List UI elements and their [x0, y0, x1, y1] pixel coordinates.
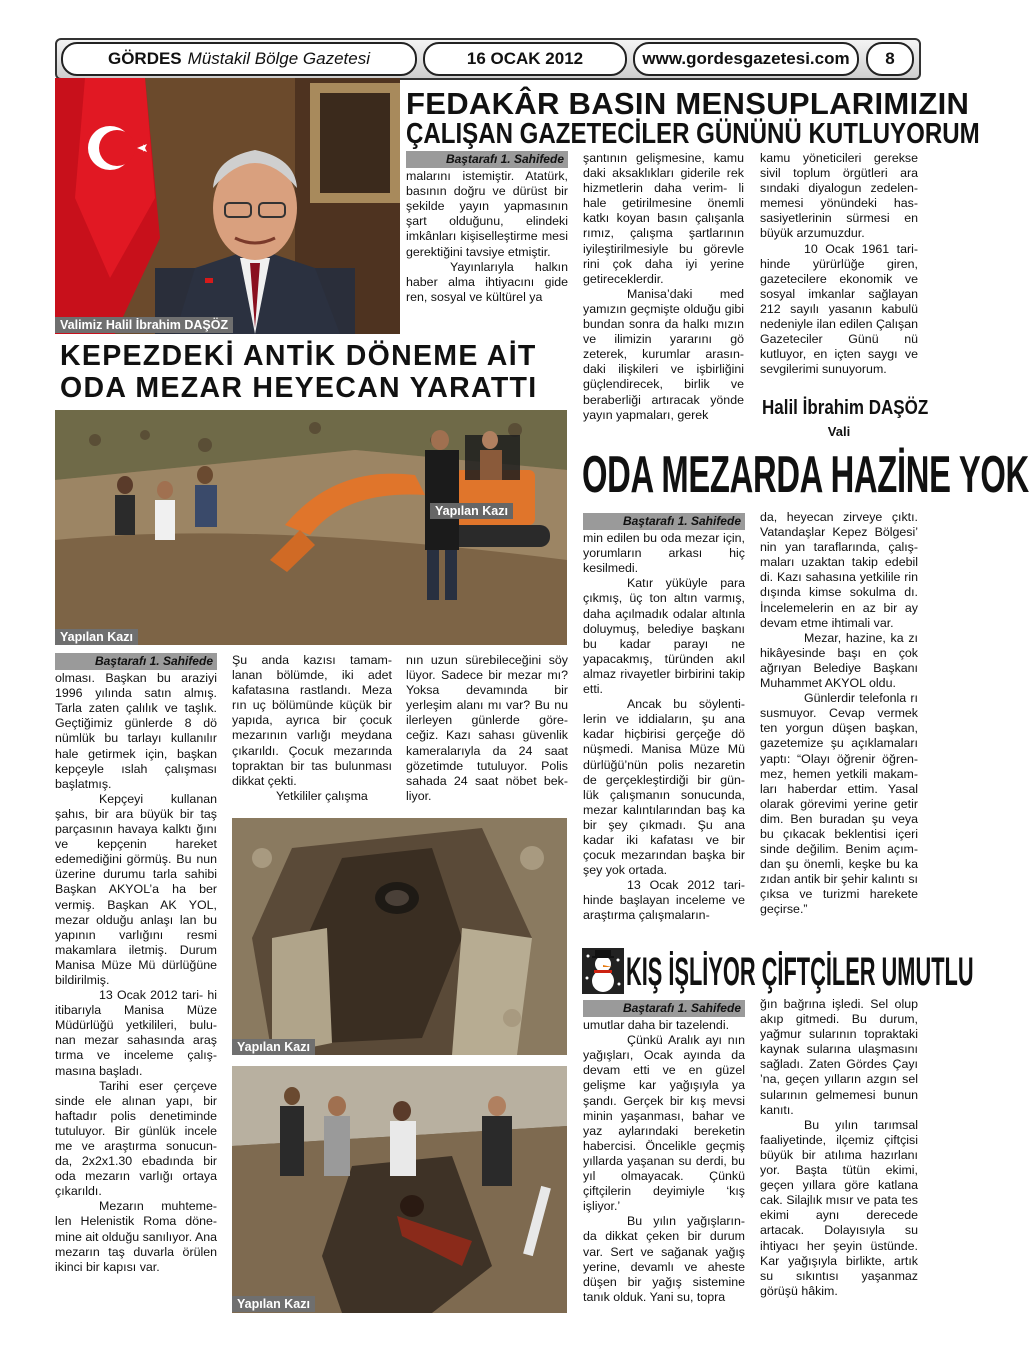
excavation-photo-main	[55, 410, 567, 645]
paper-name: GÖRDES	[107, 49, 182, 68]
paragraph: min edilen bu oda mezar için, yorumların arkası hiç kesilmedi.	[583, 531, 745, 576]
paragraph: Günlerdir telefonla rı susmuyor. Cevap vermek ten yorgun düşen başkan, gazetemize şu açıklamaları yaptı: “Olayı öğrenir öğren- mez, hemen yetkili makam- ları haberdar ettim. Yasal olarak görevimi yerine getir dim. Ben buradan şu veya bu çıkacak beklentisi içeri sinde değilim. Benim açım- dan şu önemli, keşke bu ka zıdan antik bir şehir kalıntı sı çıksa ve turizmi harekete geçirse.”	[760, 691, 918, 917]
tomb-photo-3	[232, 1066, 567, 1313]
paragraph: nın uzun sürebileceğini söy lüyor. Sadece bir mezar mı? Yoksa devamında bir yerleşim alanı mı var? Bu nu ilerleyen günlerde göre- ceğiz. Kazı sahası güvenlik kameralarıyla da 24 saat gözetimde tutuluyor. Polis sahada 24 saat nöbet bek- liyor.	[406, 653, 568, 803]
tomb-photo-3-caption: Yapılan Kazı	[232, 1296, 315, 1312]
paragraph: şantının gelişmesine, kamu daki aksaklıkları giderile rek hizmetlerin daha verim- li hale getirilmesine önemli katkı koyan basın çalışanla rımız, çalışma şartlarının iyileştirilmesiyle bu görevle rini çok daha iyi yerine getireceklerdir.	[583, 151, 744, 286]
paragraph: Yayınlarıyla halkın haber alma ihtiyacını gide ren, sosyal ve kültürel ya	[406, 259, 568, 304]
paragraph: kamu yöneticileri gerekse sivil toplum örgütleri ara sındaki diyalogun zedelen- memesi yönündeki has- sasiyetlerinin sürmesi en büyük arzumuzdur.	[760, 151, 918, 241]
tomb-headline-1: KEPEZDEKİ ANTİK DÖNEME AİT	[60, 340, 537, 372]
treasure-kicker: Baştarafı 1. Sahifede	[583, 513, 745, 530]
paragraph: ğın bağrına işledi. Sel olup akıp gitmedi. Bu durum, yağmur sularının topraktaki kaynak sularına ulaşmasını sağladı. Zaten Gördes Çayı ’na, geçen yılların azgın sel sularının gelmemesi bunun kanıtı.	[760, 997, 918, 1117]
page-number: 8	[866, 42, 914, 76]
paragraph: da, heyecan zirveye çıktı. Vatandaşlar Kepez Bölgesi’ nin yan taraflarında, çalış- maları uzaktan takip edebil di. Kazı sahasına yetkilile rin dışında kimse sokulma dı. İncelemelerin en az bir ay devam etme ihtimali var.	[760, 510, 918, 630]
paragraph: umutlar daha bir tazelendi.	[583, 1018, 730, 1033]
treasure-column-2	[760, 510, 918, 918]
main-photo-caption-b: Yapılan Kazı	[55, 629, 138, 645]
treasure-headline: ODA MEZARDA HAZİNE YOK	[582, 446, 1029, 504]
paragraph: Mezar, hazine, ka zı hikâyesinde başı en çok ağrıyan Belediye Başkanı Muhammet AKYOL oldu.	[760, 630, 918, 691]
main-photo-caption-a: Yapılan Kazı	[430, 503, 513, 519]
tomb-headline-2: ODA MEZAR HEYECAN YARATTI	[60, 372, 538, 404]
paragraph: 13 Ocak 2012 tari- hinde başlayan inceleme ve araştırma çalışmaların-	[583, 878, 745, 923]
tomb-photo-3-image	[232, 1066, 567, 1313]
paragraph: malarını istemiştir. Atatürk, basının doğru ve dürüst bir şekilde yayın yapmasının şart olduğunu, elindeki imkânları kişiselleştirme mesi gerektiğini tavsiye etmiştir.	[406, 169, 568, 259]
website[interactable]: www.gordesgazetesi.com	[633, 42, 859, 76]
snowman-icon	[582, 948, 624, 994]
governor-photo-image	[55, 78, 400, 334]
paragraph: Ancak bu söylenti- lerin ve iddiaların, şu ana kadar hiçbirisi gerçeğe dö nüşmedi. Manisa Müze Mü dürlüğü’nün polis nezaretin de gerçekleştirdiği bir gün- lük çalışmanın sonucunda, mezar kalıntılarından baş ka bir şey çıkmadı. Şu ana kadar iki kafatası ve bir çocuk mezarından başka bir şey yok ortada.	[583, 697, 745, 878]
tomb-column-2	[232, 653, 392, 804]
paragraph: Çünkü Aralık ayı nın yağışları, Ocak ayında da devam etti ve en güzel gelişme kar yağışıyla ya şandı. Gerçek bir kış mevsi minin yaşanması, bahar ve yaz aylarındaki bereketin habercisi. Öncelikle geçmiş yıllarda yaşanan su derdi, bu yıl olmayacak. Çünkü çiftçilerin deyimiyle ‘kış işliyor.’	[583, 1033, 745, 1214]
winter-kicker: Baştarafı 1. Sahifede	[583, 1000, 745, 1017]
press-column-2	[583, 151, 744, 423]
paragraph: Yetkililer çalışma	[276, 788, 368, 803]
paper-title	[61, 42, 417, 76]
winter-headline: KIŞ İŞLİYOR ÇİFTÇİLER UMUTLU	[626, 950, 974, 994]
tomb-photo-2	[232, 818, 567, 1055]
paragraph: Manisa’daki med yamızın geçmişte olduğu gibi bundan sonra da halkı mızın ve ilimizin yararını gö zeterek, kurumlar arasın- daki ilişkileri ve işbirliğini güçlendirecek, birlik ve beraberliği artıracak yönde yayın yapmaları, gerek	[583, 286, 744, 422]
winter-column-1	[583, 1000, 745, 1305]
press-column-1	[406, 151, 568, 305]
paragraph: 13 Ocak 2012 tari- hi itibarıyla Manisa Müze Müdürlüğü yetkilileri, bulu- nan mezar sahasında araş tırma ve inceleme çalış- masına başladı.	[55, 988, 217, 1078]
paragraph: Bu yılın yağışların- da dikkat çeken bir durum var. Sert ve sağanak yağış yerine, devamlı ve aheste düşen bir yağış sistemine tanık olduk. Yani su, topra	[583, 1214, 745, 1304]
press-column-3	[760, 151, 918, 377]
issue-date: 16 OCAK 2012	[423, 42, 627, 76]
paragraph: olması. Başkan bu araziyi 1996 yılında satın almış. Tarla zaten çalılık ve taşlık. Geçtiğimiz günlerde 8 dö nümlük bu tarlayı kullanılır hale getirmek için, başkan kepçeyle ıslah çalışması başlatmış.	[55, 671, 217, 791]
press-headline-1: FEDAKÂR BASIN MENSUPLARIMIZIN	[406, 86, 970, 121]
paragraph: Şu anda kazısı tamam- lanan bölümde, iki adet kafatasına rastlandı. Meza rın uç bölümünde küçük bir yapıda, ayrıca bir çocuk mezarının varlığı meydana çıkarıldı. Çocuk mezarında topraktan bir tas bulunması dikkat çekti.	[232, 653, 392, 788]
paragraph: Tarihi eser çerçeve sinde ele alınan yapı, bir haftadır polis denetiminde tutuluyor. Bir günlük incele me ve araştırma sonucun- da, 2x2x1.30 ebadında bir oda mezarın varlığı ortaya çıkarıldı.	[55, 1078, 217, 1199]
paragraph: Mezarın muhteme- len Helenistik Roma döne- mine ait olduğu sanılıyor. Ana mezarın taş duvarla örülen ikinci bir kapısı var.	[55, 1199, 217, 1274]
treasure-column-1	[583, 513, 745, 924]
press-headline-2: ÇALIŞAN GAZETECİLER GÜNÜNÜ KUTLUYORUM	[406, 118, 980, 150]
press-kicker: Baştarafı 1. Sahifede	[406, 151, 568, 168]
excavation-photo-main-image	[55, 410, 567, 645]
governor-photo-caption: Valimiz Halil İbrahim DAŞÖZ	[55, 317, 233, 333]
paragraph: Kepçeyi kullanan şahıs, bir ara büyük bir taş parçasının havaya kalktı ğını ve kepçenin hareket edemediğini görmüş. Bu nun üzerine durumu tarla sahibi Başkan AKYOL’a ha ber vermiş. Başkan AK YOL, mezar olduğu anlaşı lan bu yapının varlığını resmi makamlara iletmiş. Durum Manisa Müze Mü dürlüğüne bildirilmiş.	[55, 791, 217, 987]
paragraph: 10 Ocak 1961 tari- hinde yürürlüğe giren, gazetecilere ekonomik ve sosyal imkanlar sağlayan 212 sayılı yasanın kabulü nedeniyle ilan edilen Çalışan Gazeteciler Günü nü kutluyor, en içten saygı ve sevgilerimi sunuyorum.	[760, 241, 918, 377]
paragraph: Bu yılın tarımsal faaliyetinde, ilçemiz çiftçisi büyük bir atılıma hazırlanı yor. Başta tütün ekimi, geçen yıllara göre katlana cak. Silajlık mısır ve pata tes ekimi aynı derecede artacak. Dolayısıyla su ihtiyacı her şeyin üstünde. Kar yağışıyla birlikte, artık su sıkıntısı yaşanmaz görüşü hâkim.	[760, 1117, 918, 1298]
paper-subtitle: Müstakil Bölge Gazetesi	[187, 49, 371, 68]
paragraph: Katır yüküyle para çıkmış, üç ton altın varmış, daha açılmadık odalar altınla doluymuş, belediye başkanı bu kadar parayı ne yapacakmış, türünden akıl almaz rivayetler birbirini takip etti.	[583, 576, 745, 697]
tomb-photo-2-image	[232, 818, 567, 1055]
tomb-kicker: Baştarafı 1. Sahifede	[55, 653, 217, 670]
tomb-photo-2-caption: Yapılan Kazı	[232, 1039, 315, 1055]
governor-photo	[55, 78, 400, 334]
winter-column-2	[760, 997, 918, 1299]
tomb-column-3	[406, 653, 568, 804]
signature-title: Vali	[827, 424, 851, 439]
tomb-column-1	[55, 653, 217, 1275]
signature-name: Halil İbrahim DAŞÖZ	[762, 397, 929, 419]
